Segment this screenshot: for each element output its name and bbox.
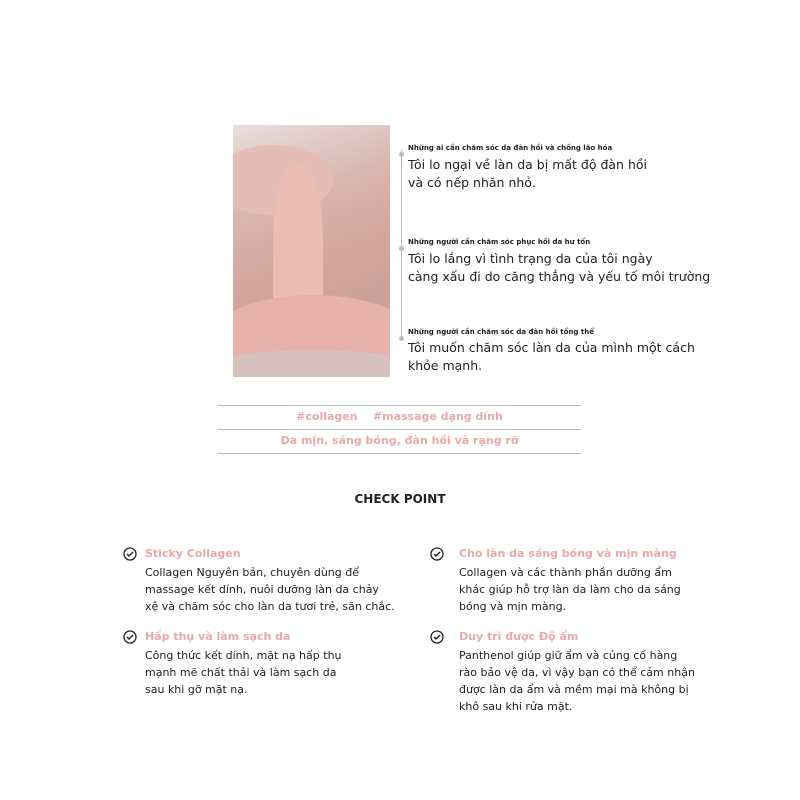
check-circle-icon: [123, 547, 137, 561]
check-circle-icon: [430, 547, 444, 561]
check-circle-icon: [123, 630, 137, 644]
item-title: Cho làn da sáng bóng và mịn màng: [459, 547, 677, 560]
target-label: Những người cần chăm sóc phục hồi da hư tổn: [408, 238, 591, 246]
target-text: Tôi lo lắng vì tình trạng da của tôi ngày càng xấu đi do căng thẳng và yếu tố môi trường: [408, 251, 711, 284]
item-title: Sticky Collagen: [145, 547, 241, 560]
item-title: Duy trì được Độ ẩm: [459, 630, 579, 643]
target-text: Tôi lo ngại về làn da bị mất độ đàn hồi và có nếp nhăn nhỏ.: [408, 157, 647, 190]
timeline-dot: [399, 246, 404, 251]
timeline-line: [401, 150, 402, 338]
target-text: Tôi muốn chăm sóc làn da của mình một cách khỏe mạnh.: [408, 340, 695, 373]
divider: [218, 453, 581, 454]
timeline-dot: [399, 152, 404, 157]
item-body: Panthenol giúp giữ ẩm và củng cố hàng rào bảo vệ da, vì vậy bạn có thể cảm nhận được làn da ẩm và mềm mại mà không bị khô sau khi rửa mặt.: [459, 649, 695, 713]
divider: [218, 405, 581, 406]
hashtags: #collagen #massage dạng dính: [296, 410, 503, 423]
target-label: Những người cần chăm sóc da đàn hồi tổng thể: [408, 328, 594, 336]
check-circle-icon: [430, 630, 444, 644]
item-body: Công thức kết dính, mặt nạ hấp thụ mạnh mẽ chất thải và làm sạch da sau khi gỡ mặt nạ.: [145, 649, 342, 696]
target-label: Những ai cần chăm sóc da đàn hồi và chống lão hóa: [408, 144, 613, 152]
item-body: Collagen Nguyên bản, chuyên dùng để massage kết dính, nuôi dưỡng làn da chảy xệ và chăm sóc cho làn da tươi trẻ, săn chắc.: [145, 566, 395, 613]
item-title: Hấp thụ và làm sạch da: [145, 630, 291, 643]
product-texture-photo: [233, 125, 390, 377]
tagline: Da mịn, sáng bóng, đàn hồi và rạng rỡ: [280, 434, 519, 447]
timeline-dot: [399, 336, 404, 341]
checkpoint-title: CHECK POINT: [354, 492, 446, 506]
item-body: Collagen và các thành phần dưỡng ẩm khác giúp hỗ trợ làn da làm cho da sáng bóng và mịn màng.: [459, 566, 681, 613]
divider: [218, 429, 581, 430]
